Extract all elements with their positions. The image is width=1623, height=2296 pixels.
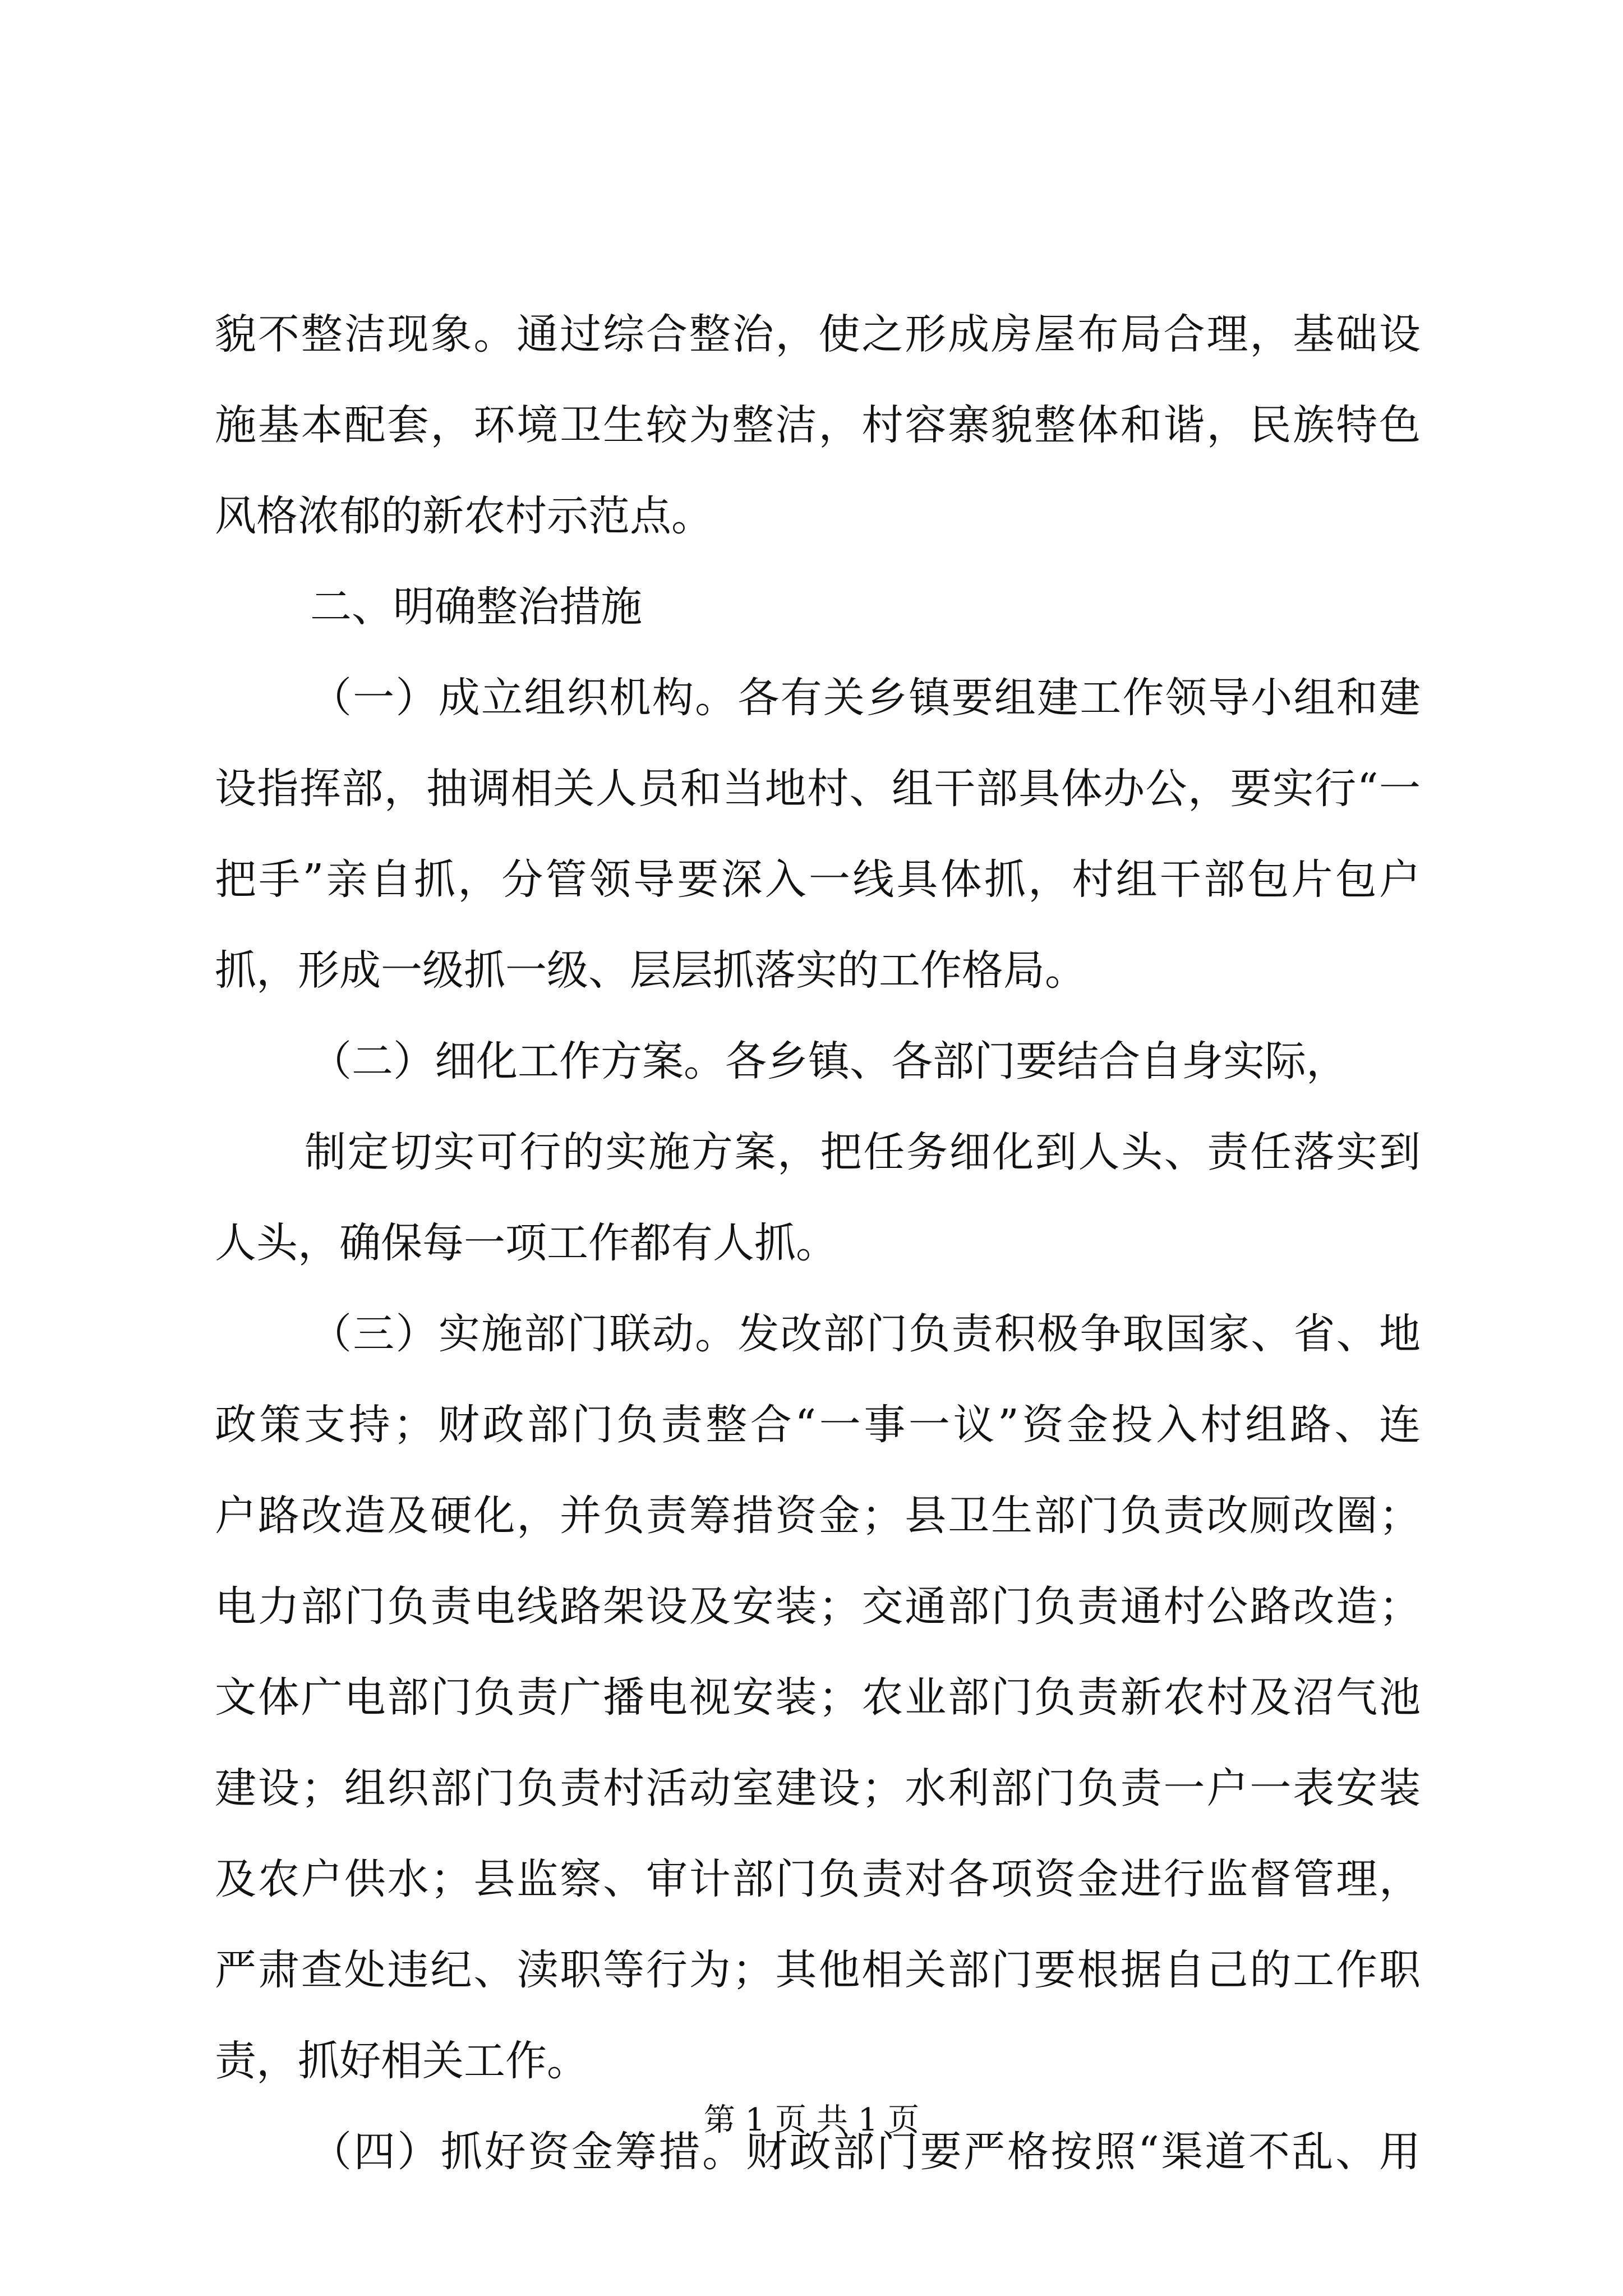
text-line: 严肃查处违纪、渎职等行为；其他相关部门要根据自己的工作职 [215, 1946, 1421, 1994]
text-line: 文体广电部门负责广播电视安装；农业部门负责新农村及沼气池 [215, 1673, 1421, 1722]
text-line: （二）细化工作方案。各乡镇、各部门要结合自身实际， [310, 1037, 1348, 1085]
text-line: 貌不整洁现象。通过综合整治，使之形成房屋布局合理，基础设 [215, 310, 1421, 358]
text-line: 建设；组织部门负责村活动室建设；水利部门负责一户一表安装 [215, 1764, 1421, 1812]
text-line: 抓，形成一级抓一级、层层抓落实的工作格局。 [215, 946, 1086, 995]
text-line: 设指挥部，抽调相关人员和当地村、组干部具体办公，要实行“一 [215, 765, 1421, 813]
text-line: 电力部门负责电线路架设及安装；交通部门负责通村公路改造； [215, 1582, 1421, 1631]
page-footer: 第 1 页 共 1 页 [703, 2102, 920, 2138]
text-line: 风格浓郁的新农村示范点。 [215, 492, 713, 540]
body-text [215, 289, 1421, 2197]
text-line: 政策支持；财政部门负责整合“一事一议”资金投入村组路、连 [215, 1401, 1421, 1449]
text-line: 制定切实可行的实施方案，把任务细化到人头、责任落实到 [305, 1128, 1421, 1176]
text-line: （四）抓好资金筹措。财政部门要严格按照“渠道不乱、用 [310, 2128, 1421, 2176]
text-line: （三）实施部门联动。发改部门负责积极争取国家、省、地 [310, 1310, 1421, 1358]
text-line: 户路改造及硬化，并负责筹措资金；县卫生部门负责改厕改圈； [215, 1492, 1421, 1540]
text-line: 施基本配套，环境卫生较为整洁，村容寨貌整体和谐，民族特色 [215, 401, 1421, 449]
text-line: 责，抓好相关工作。 [215, 2037, 588, 2085]
text-line: 二、明确整治措施 [310, 583, 642, 631]
text-line: 把手”亲自抓，分管领导要深入一线具体抓，村组干部包片包户 [215, 855, 1421, 904]
text-line: （一）成立组织机构。各有关乡镇要组建工作领导小组和建 [310, 674, 1421, 722]
text-line: 及农户供水；县监察、审计部门负责对各项资金进行监督管理， [215, 1855, 1421, 1903]
text-line: 人头，确保每一项工作都有人抓。 [215, 1219, 837, 1267]
